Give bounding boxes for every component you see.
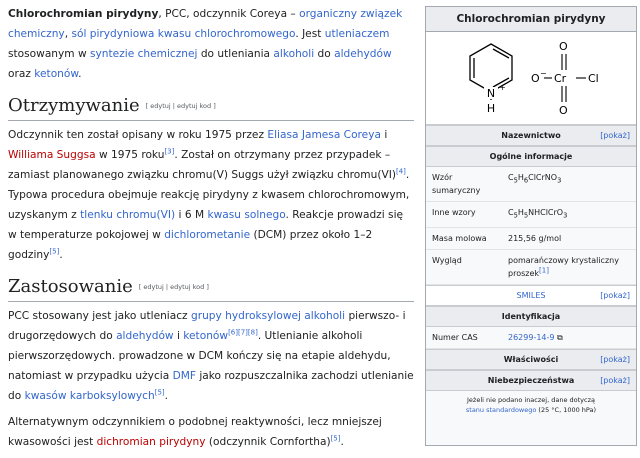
link-cas[interactable]: Numer CAS — [432, 332, 478, 342]
ref-5[interactable]: [5] — [49, 247, 60, 256]
show-toggle[interactable]: [pokaż] — [600, 131, 630, 140]
ref-5[interactable]: [5] — [154, 388, 165, 397]
ref-6-7-8[interactable]: [6][7][8] — [228, 328, 258, 337]
structure-image — [426, 32, 636, 125]
preparation-paragraph: Odczynnik ten został opisany w roku 1975 przez Eliasa Jamesa Coreya i Williama Suggsa w 1975 roku[3]. Został on otrzymany przez przypadek – zamiast planowanego związku chromu(V) Suggs użył związku chromu(VI)[4]. Typowa procedura obejmuje reakcję pirydyny z kwasem chlorochromowym, uzyskanym z tlenku chromu(VI) i 6 M kwasu solnego. Reakcje prowadzi się w temperaturze pokojowej w dichlorometanie (DCM) przez około 1–2 godziny[5]. — [8, 129, 410, 261]
identification-header: Identyfikacja — [426, 306, 636, 327]
link-oxidant[interactable]: utleniaczem — [324, 28, 390, 40]
infobox-footnote: Jeżeli nie podano inaczej, dane dotyczą stanu standardowego (25 °C, 1000 hPa) — [465, 395, 597, 414]
link-aldehydes[interactable]: aldehydów — [334, 48, 392, 60]
edit-links[interactable]: [ edytuj | edytuj kod ] — [138, 283, 209, 291]
chlorine-label: Cl — [588, 72, 599, 85]
link-ketones[interactable]: ketonów — [34, 68, 79, 80]
external-link-icon: ⧉ — [557, 332, 563, 342]
infobox-row: Masa molowa 215,56 g/mol — [426, 228, 636, 250]
ref-3[interactable]: [3] — [164, 147, 175, 156]
link-pyridinium-dichromate[interactable]: dichromian pirydyny — [96, 436, 206, 448]
nomenclature-header[interactable]: Nazewnictwo [pokaż] — [426, 125, 636, 146]
smiles-header[interactable]: SMILES [pokaż] — [426, 285, 636, 306]
infobox — [425, 6, 637, 446]
link-alcohols[interactable]: alkoholi — [273, 48, 315, 60]
charge-plus: + — [499, 83, 506, 92]
link-dmf[interactable]: DMF — [172, 370, 196, 382]
infobox-row: Wzór sumaryczny $C_5H_6ClCrNO_3$ — [426, 167, 636, 202]
ref-1[interactable]: [1] — [539, 265, 549, 274]
ref-5[interactable]: [5] — [330, 434, 341, 443]
oxygen-minus: O — [531, 72, 540, 85]
infobox-row: Inne wzory $C_5H_5NHClCrO_3$ — [426, 202, 636, 228]
usage-paragraph-1: PCC stosowany jest jako utleniacz grupy hydroksylowej alkoholi pierwszo- i drugorzędowych do aldehydów i ketonów[6][7][8]. Utlenianie alkoholi pierwszorzędowych. prowadzone w DCM kończy się na etapie aldehydu, natomiast w przypadku użycia DMF jako rozpuszczalnika zachodzi utlenianie do kwasów karboksylowych[5]. — [8, 310, 414, 402]
svg-text:−: − — [540, 69, 547, 78]
link-organic-compound[interactable]: organiczny związek chemiczny — [8, 8, 403, 40]
section-heading-preparation: Otrzymywanie [ edytuj | edytuj kod ] — [8, 94, 414, 121]
general-info-header: Ogólne informacje — [426, 146, 636, 167]
link-carboxylic-acids[interactable]: kwasów karboksylowych — [24, 390, 155, 402]
infobox-title: Chlorochromian pirydyny — [426, 7, 636, 32]
article-body — [8, 4, 414, 458]
link-standard-state[interactable]: stanu standardowego — [465, 405, 537, 414]
oxygen-top: O — [559, 40, 568, 53]
link-pyridinium-salt[interactable]: sól pirydyniowa kwasu chlorochromowego — [71, 28, 296, 40]
hydrogen-label: H — [486, 102, 496, 115]
link-corey[interactable]: Eliasa Jamesa Coreya — [267, 129, 381, 141]
article-subject: Chlorochromian pirydyny — [8, 8, 159, 20]
infobox-row — [426, 327, 636, 349]
show-toggle[interactable]: [pokaż] — [600, 354, 630, 364]
link-ketones[interactable]: ketonów — [183, 330, 229, 342]
link-dichloromethane[interactable]: dichlorometanie — [164, 229, 251, 241]
intro-paragraph: Chlorochromian pirydyny, PCC, odczynnik Coreya – organiczny związek chemiczny, sól pirydyniowa kwasu chlorochromowego. Jest utleniaczem stosowanym w syntezie chemicznej do utleniania alkoholi do aldehydów oraz ketonów. — [8, 8, 403, 80]
oxygen-bottom: O — [559, 104, 568, 117]
link-chemical-synthesis[interactable]: syntezie chemicznej — [90, 48, 198, 60]
ref-4[interactable]: [4] — [395, 167, 406, 176]
edit-links[interactable]: [ edytuj | edytuj kod ] — [145, 102, 216, 110]
link-suggs[interactable]: Williama Suggsa — [8, 149, 96, 161]
formula-value: $C_5H_6ClCrNO_3$ — [508, 173, 562, 185]
section-heading-usage: Zastosowanie [ edytuj | edytuj kod ] — [8, 275, 414, 302]
link-chromium-oxide[interactable]: tlenku chromu(VI) — [80, 209, 176, 221]
chromium-label: Cr — [554, 72, 567, 85]
hazards-header[interactable]: Niebezpieczeństwa [pokaż] — [426, 370, 636, 391]
show-toggle[interactable]: [pokaż] — [600, 375, 630, 385]
cas-number-link[interactable]: 26299-14-9 — [508, 332, 555, 342]
properties-header[interactable]: Właściwości [pokaż] — [426, 349, 636, 370]
infobox-row: Wygląd pomarańczowy krystaliczny proszek[1] — [426, 250, 636, 285]
other-formula-value: $C_5H_5NHClCrO_3$ — [508, 208, 568, 220]
link-aldehydes[interactable]: aldehydów — [116, 330, 174, 342]
nitrogen-label: N — [486, 87, 496, 100]
link-hydrochloric-acid[interactable]: kwasu solnego — [207, 209, 286, 221]
show-toggle[interactable]: [pokaż] — [600, 290, 630, 300]
link-molar-mass[interactable]: Masa molowa — [432, 233, 487, 243]
pyridinium-chlorochromate-structure — [426, 32, 636, 124]
usage-paragraph-2: Alternatywnym odczynnikiem o podobnej reaktywności, lecz mniejszej kwasowości jest dichromian pirydyny (odczynnik Cornfortha)[5]. — [8, 416, 382, 448]
link-hydroxyl-group[interactable]: grupy hydroksylowej alkoholi — [191, 310, 346, 322]
